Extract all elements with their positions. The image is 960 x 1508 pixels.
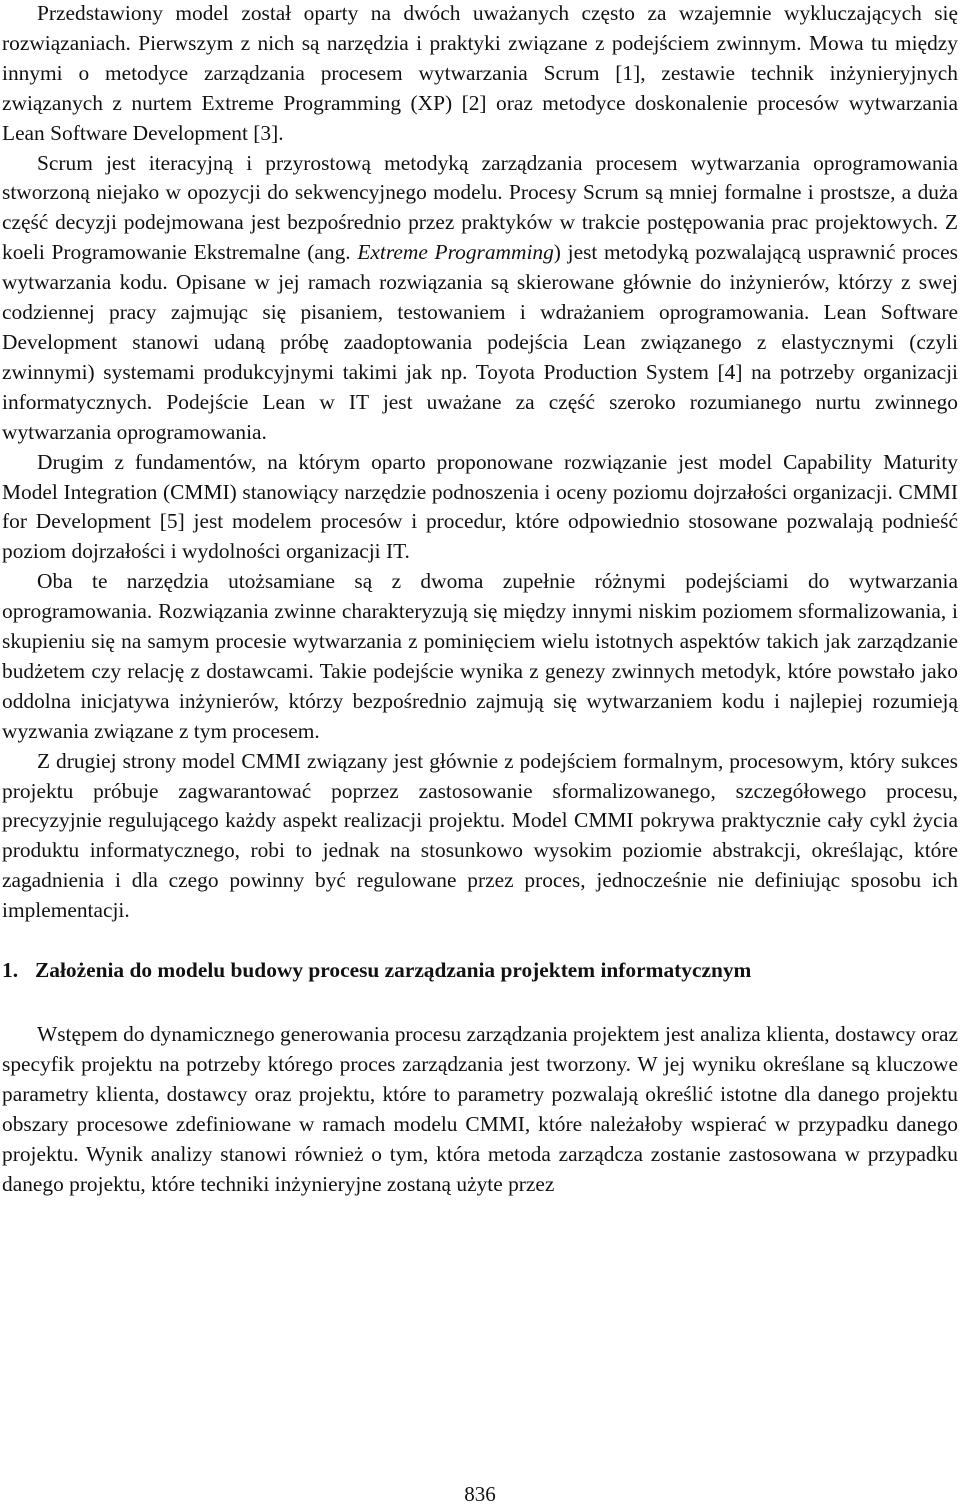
- paragraph-intro: Przedstawiony model został oparty na dwóch uważanych często za wzajemnie wykluczających się rozwiązaniach. Pierwszym z nich są narzędzia i praktyki związane z podejściem zwinnym. Mowa tu między innymi o metodyce zarządzania procesem wytwarzania Scrum [1], zestawie technik inżynieryjnych związanych z nurtem Extreme Programming (XP) [2] oraz metodyce doskonalenie procesów wytwarzania Lean Software Development [3].: [2, 1, 958, 145]
- page-number: 836: [464, 1482, 496, 1506]
- paragraph-cmmi: Drugim z fundamentów, na którym oparto proponowane rozwiązanie jest model Capability Maturity Model Integration (CMMI) stanowiący narzędzie podnoszenia i oceny poziomu dojrzałości organizacji. CMMI for Development [5] jest modelem procesów i procedur, które odpowiednio stosowane pozwalają podnieść poziom dojrzałości i wydolności organizacji IT.: [2, 449, 958, 564]
- section-heading: [2, 956, 958, 986]
- paragraph-scrum-italic: Extreme Programming: [357, 240, 554, 265]
- paragraph-cmmi-formal: Z drugiej strony model CMMI związany jest głównie z podejściem formalnym, procesowym, który sukces projektu próbuje zagwarantować poprzez zastosowanie sformalizowanego, szczegółowego procesu, precyzyjnie regulującego każdy aspekt realizacji projektu. Model CMMI pokrywa praktycznie cały cykl życia produktu informatycznego, robi to jednak na stosunkowo wysokim poziomie abstrakcji, określając, które zagadnienia i dla czego powinny być regulowane przez proces, jednocześnie nie definiując sposobu ich implementacji.: [2, 748, 958, 923]
- paragraph-analysis: Wstępem do dynamicznego generowania procesu zarządzania projektem jest analiza klienta, dostawcy oraz specyfik projektu na potrzeby którego proces zarządzania jest tworzony. W jej wyniku określane są kluczowe parametry klienta, dostawcy oraz projektu, które to parametry pozwalają określić istotne dla danego projektu obszary procesowe zdefiniowane w ramach modelu CMMI, które należałoby wspierać w przypadku danego projektu. Wynik analizy stanowi również o tym, która metoda zarządcza zostanie zastosowana w przypadku danego projektu, które techniki inżynieryjne zostaną użyte przez: [2, 1022, 958, 1196]
- paragraph-scrum-part1: Scrum jest iteracyjną i przyrostową metodyką zarządzania procesem wytwarzania oprogramowania stworzoną niejako w opozycji do sekwencyjnego modelu. Procesy Scrum są mniej formalne i prostsze, a duża część decyzji podejmowana jest bezpośrednio przez praktyków w trakcie postępowania prac projektowych. Z koeli Programowanie Ekstremalne (ang.: [2, 150, 958, 265]
- paragraph-scrum-part2: ) jest metodyką pozwalającą usprawnić proces wytwarzania kodu. Opisane w jej ramach rozwiązania są skierowane głównie do inżynierów, którzy z swej codziennej pracy zajmując się pisaniem, testowaniem i wdrażaniem oprogramowania. Lean Software Development stanowi udaną próbę zaadoptowania podejścia Lean związanego z elastycznymi (czyli zwinnymi) systemami produkcyjnymi takimi jak np. Toyota Production System [4] na potrzeby organizacji informatycznych. Podejście Lean w IT jest uważane za część szeroko rozumianego nurtu zwinnego wytwarzania oprogramowania.: [2, 240, 958, 444]
- paragraph-comparison: Oba te narzędzia utożsamiane są z dwoma zupełnie różnymi podejściami do wytwarzania oprogramowania. Rozwiązania zwinne charakteryzują się między innymi niskim poziomem sformalizowania, i skupieniu się na samym procesie wytwarzania z pominięciem wielu istotnych aspektów takich jak zarządzanie budżetem czy relację z dostawcami. Takie podejście wynika z genezy zwinnych metodyk, które powstało jako oddolna inicjatywa inżynierów, którzy bezpośrednio zajmują się wytwarzaniem kodu i najlepiej rozumieją wyzwania związane z tym procesem.: [2, 569, 958, 743]
- section-heading-title: Założenia do modelu budowy procesu zarządzania projektem informatycznym: [35, 958, 752, 983]
- paragraph-scrum: [2, 149, 958, 448]
- section-heading-number: 1.: [2, 958, 19, 983]
